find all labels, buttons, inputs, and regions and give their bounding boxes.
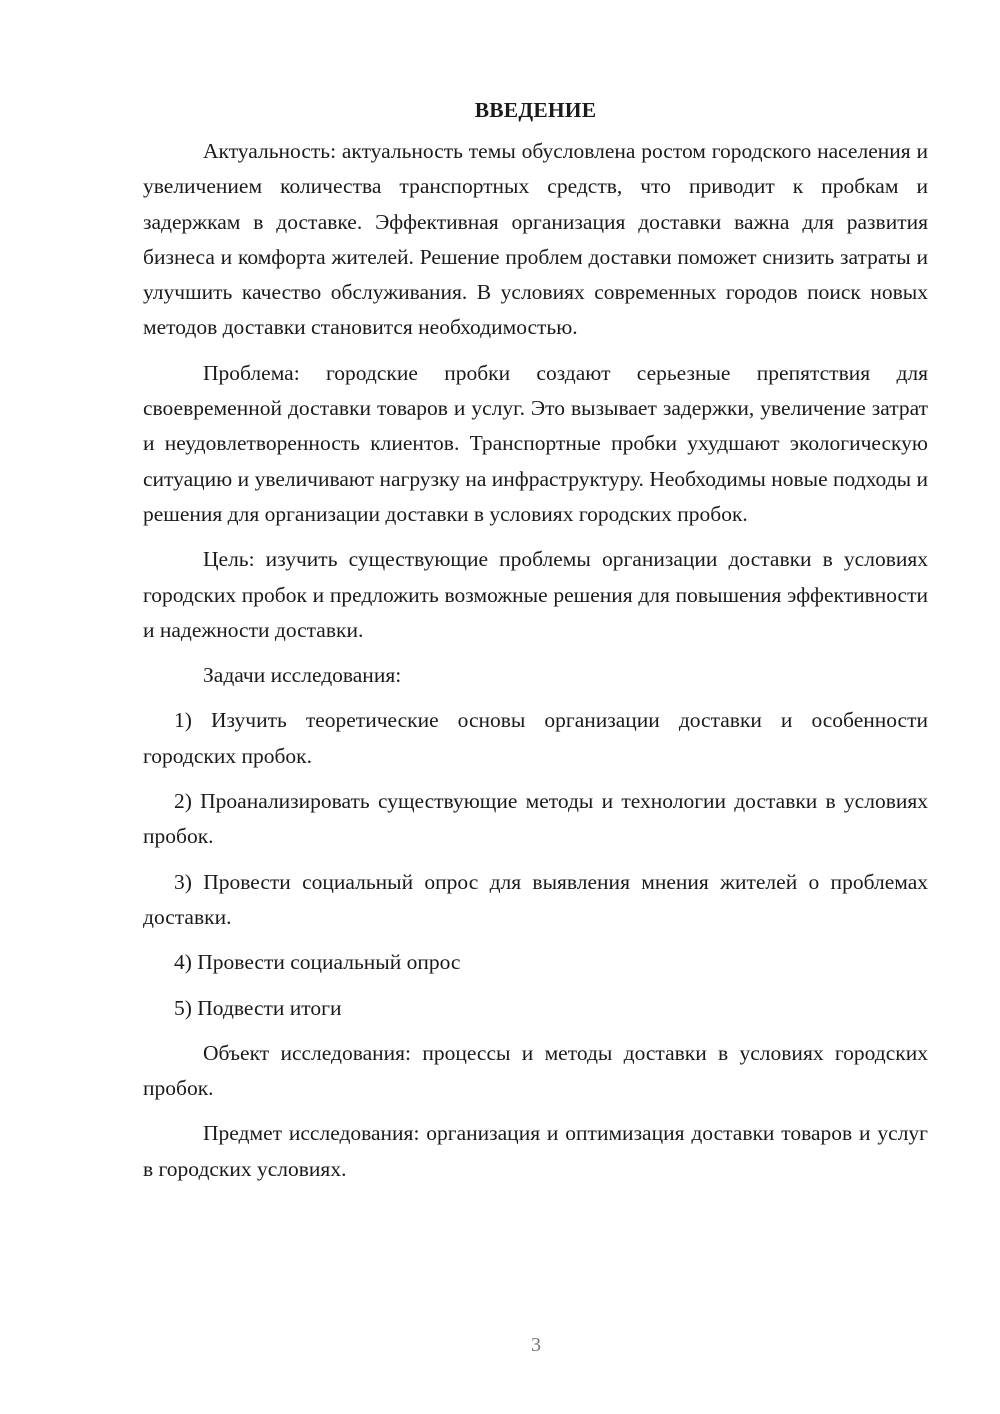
tasks-heading: Задачи исследования: <box>203 663 402 688</box>
section-title: ВВЕДЕНИЕ <box>474 98 597 122</box>
task-item-1: 1) Изучить теоретические основы организации доставки и особенности городских пробок. <box>143 708 928 768</box>
paragraph-object: Объект исследования: процессы и методы доставки в условиях городских пробок. <box>143 1040 928 1101</box>
task-item-2: 2) Проанализировать существующие методы и технологии доставки в условиях пробок. <box>143 789 928 849</box>
paragraph-relevance: Актуальность: актуальность темы обусловлена ростом городского населения и увеличением количества транспортных средств, что приводит к пробкам и задержкам в доставке. Эффективная организация доставки важна для развития бизнеса и комфорта жителей. Решение проблем доставки поможет снизить затраты и улучшить качество обслуживания. В условиях современных городов поиск новых методов доставки становится необходимостью. <box>143 139 928 340</box>
task-item-3: 3) Провести социальный опрос для выявления мнения жителей о проблемах доставки. <box>143 869 928 929</box>
paragraph-subject: Предмет исследования: организация и оптимизация доставки товаров и услуг в городских условиях. <box>143 1121 928 1181</box>
paragraph-problem: Проблема: городские пробки создают серьезные препятствия для своевременной доставки товаров и услуг. Это вызывает задержки, увеличение затрат и неудовлетворенность клиентов. Транспортные пробки ухудшают экологическую ситуацию и увеличивают нагрузку на инфраструктуру. Необходимы новые подходы и решения для организации доставки в условиях городских пробок. <box>143 360 928 526</box>
page-content <box>143 92 928 1197</box>
paragraph-goal: Цель: изучить существующие проблемы организации доставки в условиях городских пробок и предложить возможные решения для повышения эффективности и надежности доставки. <box>143 547 928 642</box>
task-item-5: 5) Подвести итоги <box>174 995 342 1020</box>
page-number: 3 <box>531 1334 541 1356</box>
task-item-4: 4) Провести социальный опрос <box>174 950 461 975</box>
